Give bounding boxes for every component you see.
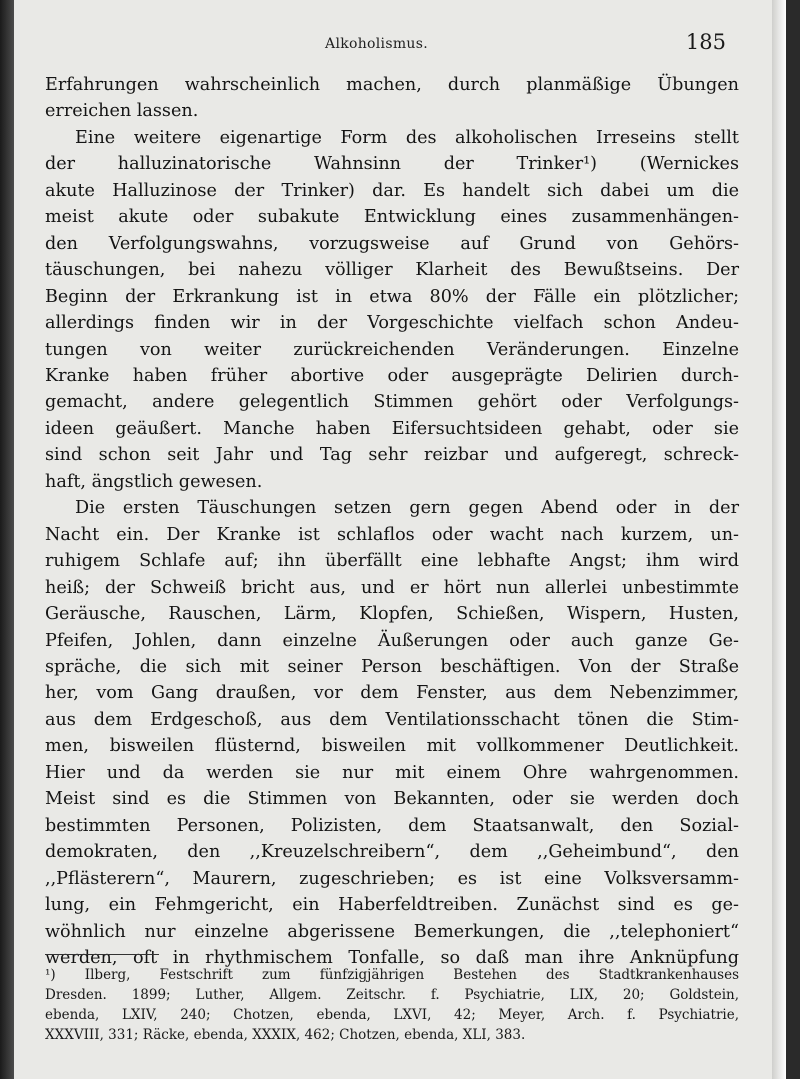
text-line: gemacht, andere gelegentlich Stimmen gehört oder Verfolgungs- (45, 392, 739, 413)
text-line: Geräusche, Rauschen, Lärm, Klopfen, Schießen, Wispern, Husten, (45, 604, 739, 625)
text-line: Kranke haben früher abortive oder ausgeprägte Delirien durch- (45, 365, 739, 386)
text-line: demokraten, den ,,Kreuzelschreibern“, dem ,,Geheimbund“, den (45, 842, 739, 863)
footnote-line: Dresden. 1899; Luther, Allgem. Zeitschr. f. Psychiatrie, LIX, 20; Goldstein, (45, 987, 739, 1003)
text-line: Nacht ein. Der Kranke ist schlaflos oder wacht nach kurzem, un- (45, 524, 739, 545)
footnotes (45, 965, 739, 1045)
text-line: Erfahrungen wahrscheinlich machen, durch planmäßige Übungen (45, 75, 739, 95)
text-line: heiß; der Schweiß bricht aus, und er hört nun allerlei unbestimmte (45, 577, 739, 598)
text-line: tungen von weiter zurückreichenden Veränderungen. Einzelne (45, 339, 739, 360)
text-line: ruhigem Schlafe auf; ihn überfällt eine lebhafte Angst; ihm wird (45, 551, 739, 572)
text-line: ideen geäußert. Manche haben Eifersuchtsideen gehabt, oder sie (45, 418, 739, 439)
text-line: Meist sind es die Stimmen von Bekannten, oder sie werden doch (45, 789, 739, 810)
text-line: aus dem Erdgeschoß, aus dem Ventilationsschacht tönen die Stim- (45, 709, 739, 730)
text-line: Pfeifen, Johlen, dann einzelne Äußerungen oder auch ganze Ge- (45, 630, 739, 651)
text-line: Eine weitere eigenartige Form des alkoholischen Irreseins stellt (75, 127, 739, 148)
page-edge (772, 0, 786, 1079)
text-line: allerdings finden wir in der Vorgeschichte vielfach schon Andeu- (45, 313, 739, 334)
text-line: der halluzinatorische Wahnsinn der Trinker¹) (Wernickes (45, 154, 739, 175)
footnote-divider (45, 954, 159, 955)
footnote-line: XXXVIII, 331; Räcke, ebenda, XXXIX, 462; Chotzen, ebenda, XLI, 383. (45, 1027, 526, 1043)
page-number: 185 (685, 30, 726, 54)
text-line: bestimmten Personen, Polizisten, dem Staatsanwalt, den Sozial- (45, 815, 739, 836)
text-line: haft, ängstlich gewesen. (45, 471, 263, 492)
text-line: men, bisweilen flüsternd, bisweilen mit vollkommener Deutlichkeit. (45, 736, 739, 757)
book-spine-shadow (0, 0, 14, 1079)
text-line: her, vom Gang draußen, vor dem Fenster, aus dem Nebenzimmer, (45, 683, 739, 704)
text-line: ,,Pflästerern“, Maurern, zugeschrieben; es ist eine Volksversamm- (45, 868, 739, 889)
text-line: akute Halluzinose der Trinker) dar. Es handelt sich dabei um die (45, 180, 739, 201)
text-line: Hier und da werden sie nur mit einem Ohre wahrgenommen. (45, 762, 739, 783)
text-line: spräche, die sich mit seiner Person beschäftigen. Von der Straße (45, 656, 739, 677)
footnote-line: ebenda, LXIV, 240; Chotzen, ebenda, LXVI, 42; Meyer, Arch. f. Psychiatrie, (45, 1007, 739, 1023)
body-text (45, 72, 739, 971)
text-line: Beginn der Erkrankung ist in etwa 80% der Fälle ein plötzlicher; (45, 286, 739, 307)
text-line: täuschungen, bei nahezu völliger Klarheit des Bewußtseins. Der (45, 260, 739, 281)
text-line: lung, ein Fehmgericht, ein Haberfeldtreiben. Zunächst sind es ge- (45, 895, 739, 916)
text-line: Die ersten Täuschungen setzen gern gegen Abend oder in der (75, 498, 739, 519)
text-line: sind schon seit Jahr und Tag sehr reizbar und aufgeregt, schreck- (45, 445, 739, 466)
text-line: meist akute oder subakute Entwicklung eines zusammenhängen- (45, 207, 739, 228)
footnote-line: ¹) Ilberg, Festschrift zum fünfzigjährigen Bestehen des Stadtkrankenhauses (45, 967, 739, 983)
text-line: erreichen lassen. (45, 101, 199, 122)
text-line: den Verfolgungswahns, vorzugsweise auf Grund von Gehörs- (45, 233, 739, 254)
running-head: Alkoholismus. (325, 36, 428, 52)
book-page (14, 0, 786, 1079)
text-line: werden, oft in rhythmischem Tonfalle, so daß man ihre Anknüpfung (45, 947, 739, 968)
text-line: wöhnlich nur einzelne abgerissene Bemerkungen, die ,,telephoniert“ (45, 921, 739, 942)
